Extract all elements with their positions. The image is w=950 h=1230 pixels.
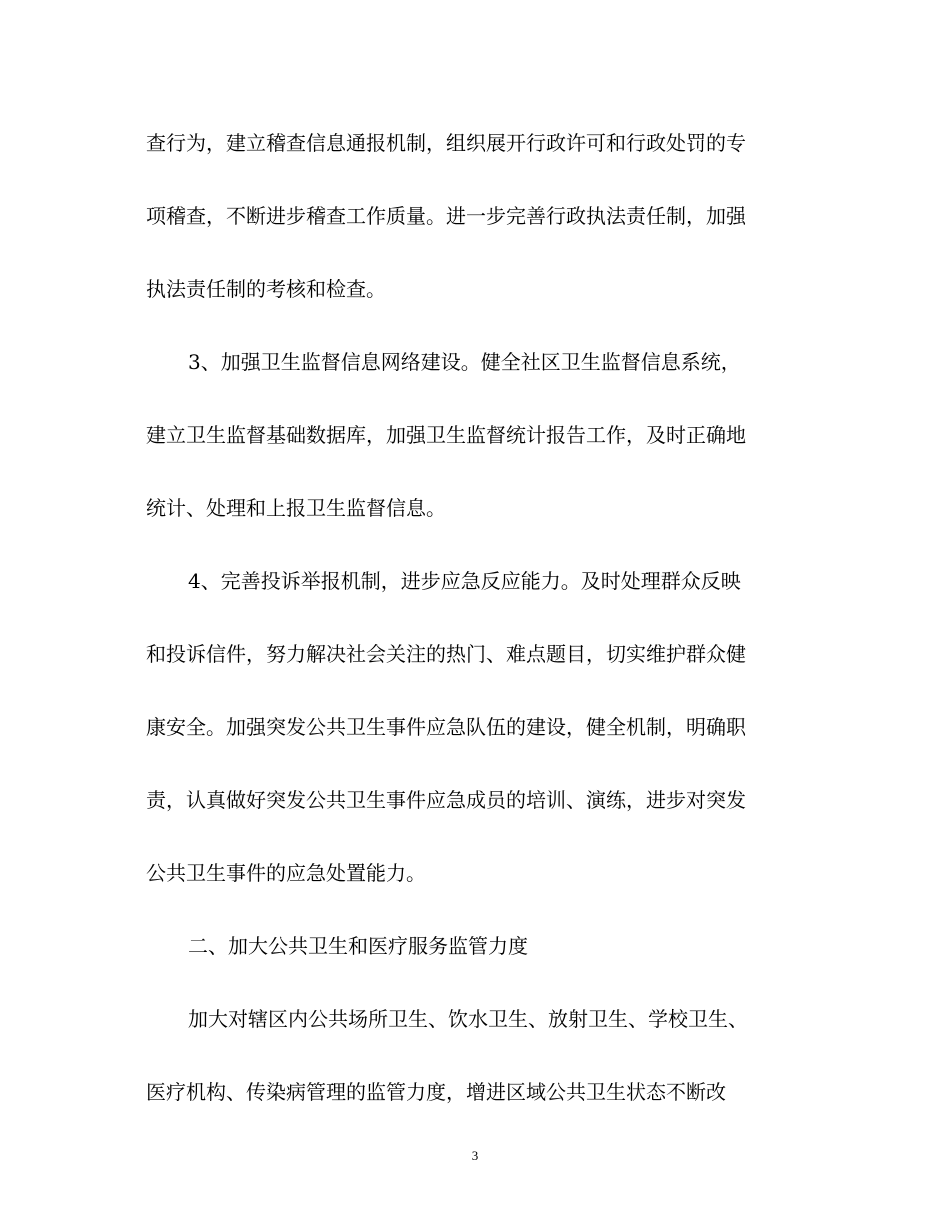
text-line: 责，认真做好突发公共卫生事件应急成员的培训、演练，进步对突发 xyxy=(146,788,746,812)
text-line: 公共卫生事件的应急处置能力。 xyxy=(146,861,426,885)
paragraph-start-line: 3、加强卫生监督信息网络建设。健全社区卫生监督信息系统， xyxy=(188,350,741,374)
page-number: 3 xyxy=(471,1148,479,1163)
paragraph-start-line: 4、完善投诉举报机制，进步应急反应能力。及时处理群众反映 xyxy=(188,569,741,593)
text-line: 康安全。加强突发公共卫生事件应急队伍的建设，健全机制，明确职 xyxy=(146,715,746,739)
text-line: 医疗机构、传染病管理的监管力度，增进区域公共卫生状态不断改 xyxy=(146,1080,726,1104)
text-line: 统计、处理和上报卫生监督信息。 xyxy=(146,496,446,520)
paragraph-start-line: 加大对辖区内公共场所卫生、饮水卫生、放射卫生、学校卫生、 xyxy=(188,1007,748,1031)
section-heading: 二、加大公共卫生和医疗服务监管力度 xyxy=(188,934,528,958)
text-line: 和投诉信件，努力解决社会关注的热门、难点题目，切实维护群众健 xyxy=(146,642,746,666)
text-line: 建立卫生监督基础数据库，加强卫生监督统计报告工作，及时正确地 xyxy=(146,423,746,447)
text-line: 执法责任制的考核和检查。 xyxy=(146,277,386,301)
text-line: 查行为，建立稽查信息通报机制，组织展开行政许可和行政处罚的专 xyxy=(146,131,746,155)
text-line: 项稽查，不断进步稽查工作质量。进一步完善行政执法责任制，加强 xyxy=(146,204,746,228)
